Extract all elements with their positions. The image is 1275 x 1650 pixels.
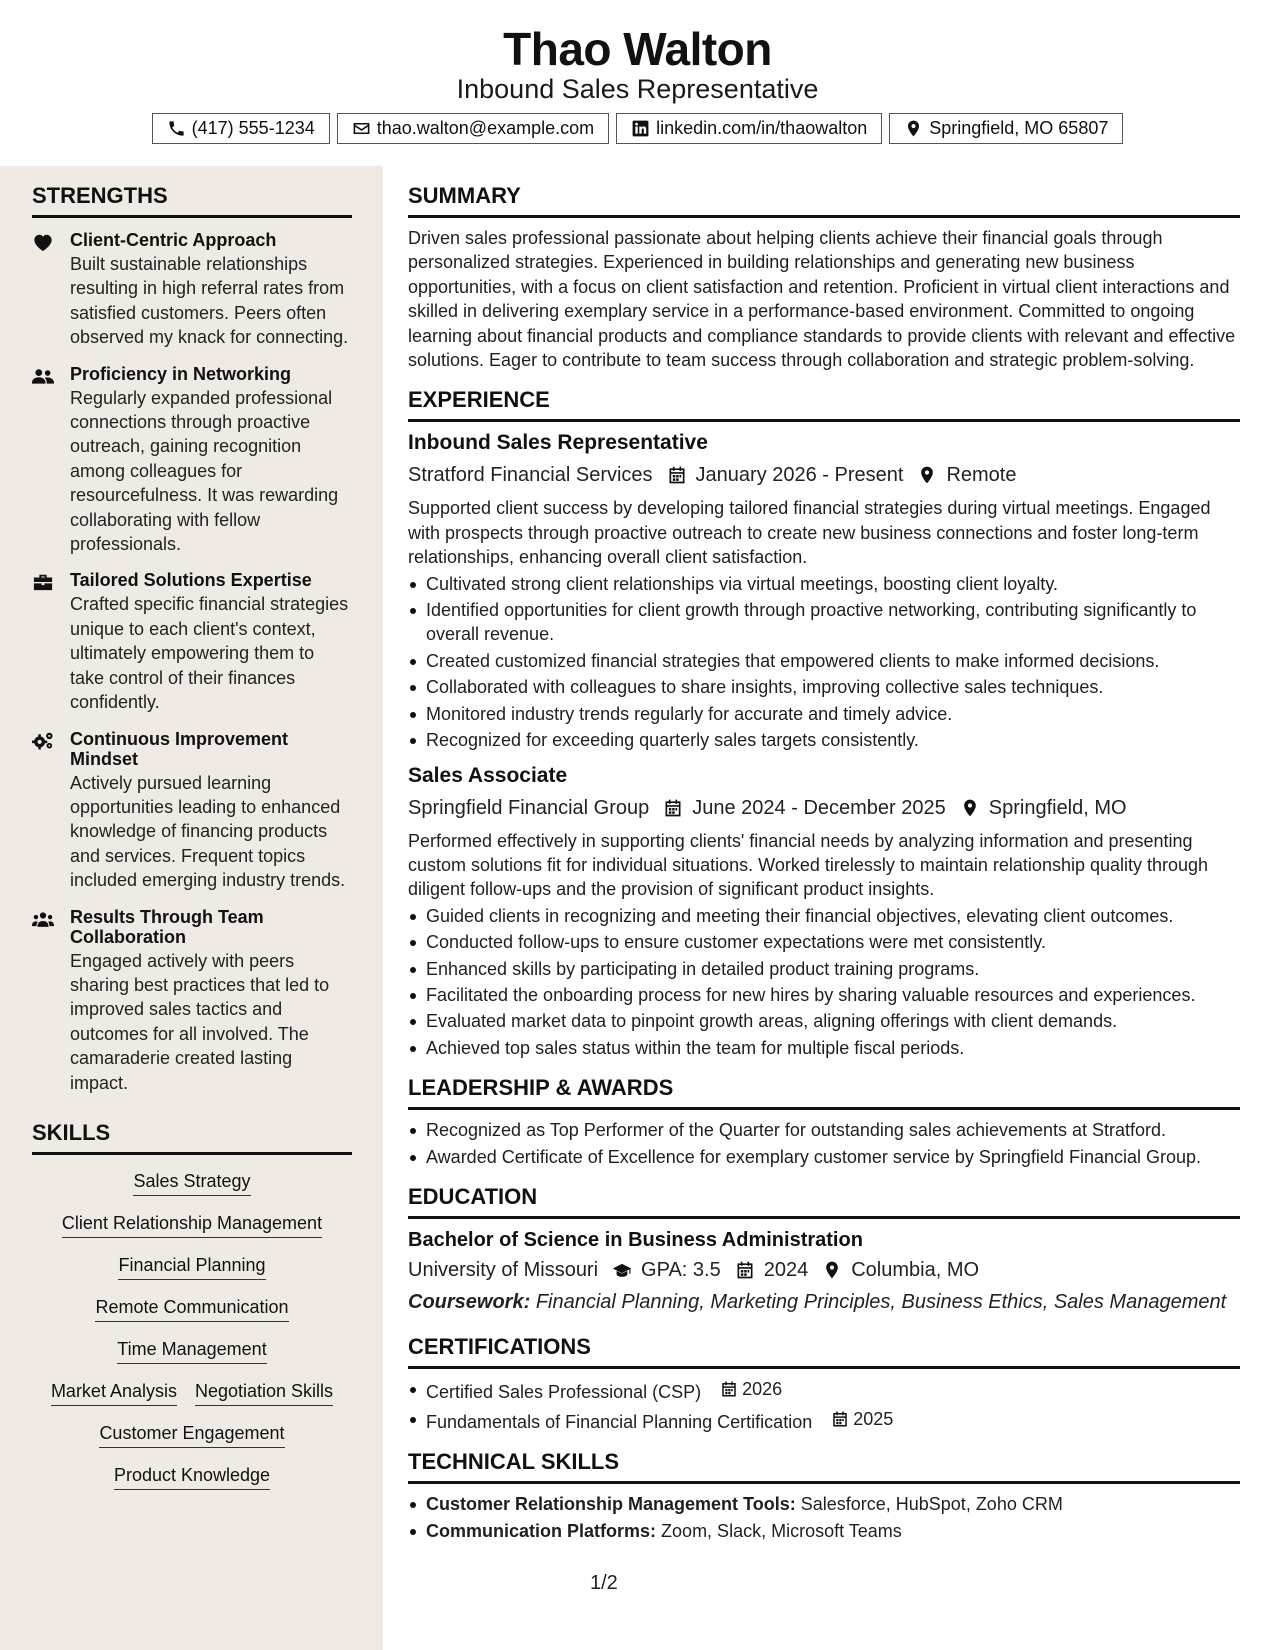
job-description: Performed effectively in supporting clients' financial needs by analyzing information and presenting custom solutions fit for individual situations. Worked tirelessly to maintain relationship quality through diligent follow-ups and the provision of significant product insights. xyxy=(408,830,1209,900)
strength-title: Tailored Solutions Expertise xyxy=(70,570,312,591)
skill-tag: Product Knowledge xyxy=(114,1463,270,1490)
certification-item xyxy=(408,1407,1240,1435)
job-dates: January 2026 - Present xyxy=(695,464,904,487)
contact-email-text: thao.walton@example.com xyxy=(376,118,595,138)
contact-bar xyxy=(0,113,1275,144)
job-meta xyxy=(408,462,1240,488)
strength-title: Proficiency in Networking xyxy=(70,363,292,384)
map-pin-icon xyxy=(960,798,980,818)
job-bullet: Achieved top sales status within the team for multiple fiscal periods. xyxy=(408,1036,1240,1060)
job-bullet: Guided clients in recognizing and meeting their financial objectives, elevating client outcomes. xyxy=(408,904,1240,928)
job-bullet: Recognized for exceeding quarterly sales targets consistently. xyxy=(408,728,1240,752)
strength-title: Client-Centric Approach xyxy=(70,230,277,250)
strengths-heading: STRENGTHS xyxy=(32,182,352,218)
skill-tag: Market Analysis xyxy=(51,1379,177,1406)
strength-desc: Crafted specific financial strategies unique to each client's context, ultimately empowering them to take control of their finances confidently. xyxy=(70,594,349,713)
envelope-icon xyxy=(352,119,371,138)
strength-desc: Engaged actively with peers sharing best practices that led to improved sales tactics and outcomes for all involved. The camaraderie created lasting impact. xyxy=(70,950,330,1093)
strength-item xyxy=(32,729,352,893)
job-bullet: Monitored industry trends regularly for accurate and timely advice. xyxy=(408,702,1240,726)
skill-tag: Customer Engagement xyxy=(99,1421,284,1448)
graduation-cap-icon xyxy=(612,1260,632,1280)
contact-location-text: Springfield, MO 65807 xyxy=(929,118,1109,138)
award-item: Awarded Certificate of Excellence for exemplary customer service by Springfield Financial Group. xyxy=(408,1145,1240,1169)
strength-item xyxy=(32,364,352,557)
job-location: Springfield, MO xyxy=(988,796,1127,819)
calendar-icon xyxy=(667,465,687,485)
gears-icon xyxy=(32,731,54,751)
strength-title: Results Through Team Collaboration xyxy=(70,906,264,947)
job-bullet: Conducted follow-ups to ensure customer expectations were met consistently. xyxy=(408,930,1240,954)
map-pin-icon xyxy=(904,119,923,138)
main-content xyxy=(408,166,1240,1543)
page-number: 1/2 xyxy=(590,1572,618,1594)
contact-linkedin[interactable] xyxy=(616,113,882,144)
skill-tag: Client Relationship Management xyxy=(62,1211,322,1238)
job-company: Stratford Financial Services xyxy=(408,464,653,487)
certification-year: 2025 xyxy=(853,1408,894,1429)
strength-desc: Built sustainable relationships resulting in high referral rates from satisfied customers. Peers often observed my knack for connecting. xyxy=(70,254,349,348)
job-bullet: Enhanced skills by participating in detailed product training programs. xyxy=(408,957,1240,981)
summary-heading: SUMMARY xyxy=(408,182,1240,218)
summary-text: Driven sales professional passionate about helping clients achieve their financial goals through personalized strategies. Experienced in building relationships and generating new business opportunities, with a focus on client satisfaction and retention. Proficient in virtual client interactions and skilled in delivering exemplary service in a performance-based environment. Committed to ongoing learning about financial products and compliance standards to provide clients with relevant and effective solutions. Eager to contribute to team success through collaboration and strategic problem-solving. xyxy=(408,228,1236,371)
job-meta xyxy=(408,795,1240,821)
job-bullet: Facilitated the onboarding process for new hires by sharing valuable resources and experiences. xyxy=(408,983,1240,1007)
strength-item xyxy=(32,907,352,1095)
job-description: Supported client success by developing tailored financial strategies during virtual meetings. Engaged with prospects through proactive outreach to create new business connections and foster long-term relationships, enhancing overall client satisfaction. xyxy=(408,498,1211,568)
skills-heading: SKILLS xyxy=(32,1119,352,1155)
map-pin-icon xyxy=(917,465,937,485)
graduation-year: 2024 xyxy=(763,1258,809,1281)
technical-skill-label: Customer Relationship Management Tools: xyxy=(426,1494,796,1515)
job-bullet: Identified opportunities for client growth through proactive networking, contributing significantly to overall revenue. xyxy=(408,598,1240,647)
experience-heading: EXPERIENCE xyxy=(408,386,1240,422)
certifications-heading: CERTIFICATIONS xyxy=(408,1333,1240,1369)
sidebar xyxy=(0,166,383,1650)
job-entry xyxy=(408,763,1240,1061)
user-group-icon xyxy=(32,366,54,386)
coursework-label: Coursework: xyxy=(408,1290,531,1313)
job-title: Inbound Sales Representative xyxy=(408,431,708,455)
school-name: University of Missouri xyxy=(408,1258,599,1281)
contact-linkedin-text: linkedin.com/in/thaowalton xyxy=(656,118,868,138)
award-item: Recognized as Top Performer of the Quarter for outstanding sales achievements at Stratford. xyxy=(408,1118,1240,1142)
technical-skills-heading: TECHNICAL SKILLS xyxy=(408,1448,1240,1484)
calendar-icon xyxy=(735,1260,755,1280)
technical-skill-item xyxy=(408,1519,1240,1543)
strength-desc: Actively pursued learning opportunities leading to enhanced knowledge of financing products and services. Frequent topics included emerging industry trends. xyxy=(70,772,346,891)
certification-name: Fundamentals of Financial Planning Certification xyxy=(426,1411,813,1432)
technical-skill-item xyxy=(408,1492,1240,1516)
strength-desc: Regularly expanded professional connections through proactive outreach, gaining recognition among colleagues for resourcefulness. It was rewarding collaborating with fellow professionals. xyxy=(70,387,339,555)
degree-title: Bachelor of Science in Business Administration xyxy=(408,1228,863,1251)
certifications-list xyxy=(408,1377,1240,1434)
skill-tag: Time Management xyxy=(117,1337,266,1364)
gpa: GPA: 3.5 xyxy=(641,1258,721,1281)
education-heading: EDUCATION xyxy=(408,1183,1240,1219)
linkedin-icon xyxy=(631,119,650,138)
skill-tag: Remote Communication xyxy=(95,1295,288,1322)
contact-phone-text: (417) 555-1234 xyxy=(191,118,315,138)
technical-skill-value: Salesforce, HubSpot, Zoho CRM xyxy=(800,1494,1063,1515)
heart-icon xyxy=(32,232,54,252)
contact-location[interactable] xyxy=(889,113,1123,144)
job-bullet: Created customized financial strategies that empowered clients to make informed decisions. xyxy=(408,649,1240,673)
certification-name: Certified Sales Professional (CSP) xyxy=(426,1382,702,1403)
map-pin-icon xyxy=(822,1260,842,1280)
education-entry xyxy=(408,1227,1240,1315)
awards-heading: LEADERSHIP & AWARDS xyxy=(408,1074,1240,1110)
briefcase-icon xyxy=(32,572,54,592)
candidate-role: Inbound Sales Representative xyxy=(456,74,819,104)
skills-list xyxy=(32,1169,352,1490)
technical-skill-label: Communication Platforms: xyxy=(426,1520,657,1541)
strength-item xyxy=(32,570,352,714)
awards-list xyxy=(408,1118,1240,1169)
strength-item xyxy=(32,230,352,350)
technical-skills-list xyxy=(408,1492,1240,1543)
job-title: Sales Associate xyxy=(408,763,568,787)
education-meta xyxy=(408,1257,1240,1283)
job-company: Springfield Financial Group xyxy=(408,796,650,819)
job-dates: June 2024 - December 2025 xyxy=(692,796,946,819)
certification-year: 2026 xyxy=(742,1378,783,1399)
job-bullets xyxy=(408,904,1240,1060)
coursework-list: Financial Planning, Marketing Principles, Business Ethics, Sales Management xyxy=(535,1290,1227,1313)
calendar-icon xyxy=(720,1380,738,1398)
job-bullet: Collaborated with colleagues to share insights, improving collective sales techniques. xyxy=(408,675,1240,699)
strength-title: Continuous Improvement Mindset xyxy=(70,728,289,769)
job-bullet: Evaluated market data to pinpoint growth areas, aligning offerings with client demands. xyxy=(408,1009,1240,1033)
resume-header xyxy=(0,0,1275,166)
job-entry xyxy=(408,430,1240,752)
skill-tag: Negotiation Skills xyxy=(195,1379,333,1406)
skill-tag: Sales Strategy xyxy=(133,1169,250,1196)
job-bullet: Cultivated strong client relationships via virtual meetings, boosting client loyalty. xyxy=(408,572,1240,596)
job-location: Remote xyxy=(946,464,1017,487)
school-location: Columbia, MO xyxy=(851,1258,980,1281)
users-icon xyxy=(32,909,54,929)
job-bullets xyxy=(408,572,1240,753)
technical-skill-value: Zoom, Slack, Microsoft Teams xyxy=(661,1520,902,1541)
phone-icon xyxy=(167,119,186,138)
contact-phone[interactable] xyxy=(152,113,330,144)
candidate-name: Thao Walton xyxy=(503,23,772,75)
skill-tag: Financial Planning xyxy=(118,1253,265,1280)
coursework xyxy=(408,1289,1240,1315)
certification-item xyxy=(408,1377,1240,1405)
calendar-icon xyxy=(831,1410,849,1428)
calendar-icon xyxy=(663,798,683,818)
contact-email[interactable] xyxy=(337,113,609,144)
